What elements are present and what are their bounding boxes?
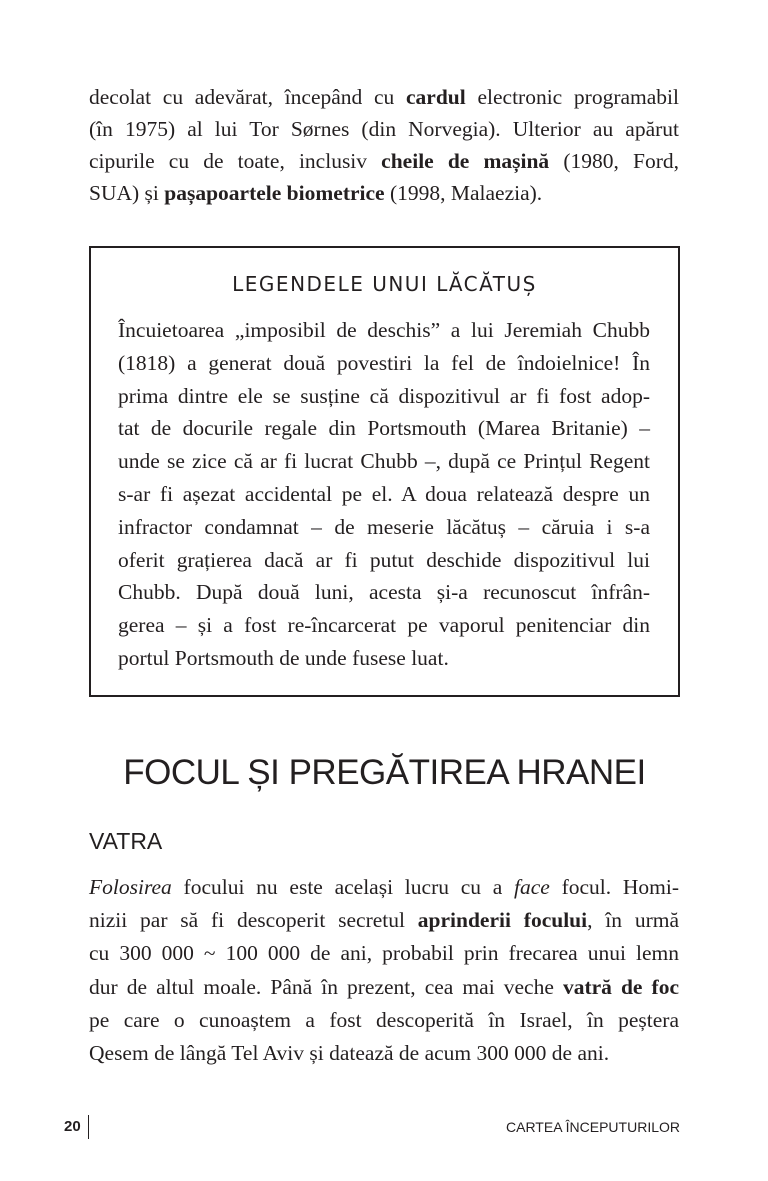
text-run: focul. Homi- xyxy=(549,875,679,899)
text-run: (1980, Ford, xyxy=(549,149,679,173)
text-line xyxy=(89,904,679,936)
text-run: prima dintre ele se susține că dispozitivul ar fi fost adop- xyxy=(118,383,650,408)
text-run: (1818) a generat două povestiri la fel de îndoielnice! În xyxy=(118,350,650,375)
section-title: FOCUL ȘI PREGĂTIREA HRANEI xyxy=(123,753,646,792)
text-run: cipurile cu de toate, inclusiv xyxy=(89,149,382,173)
text-line xyxy=(118,544,650,576)
text-line xyxy=(118,609,650,641)
text-run: Chubb. După două luni, acesta și-a recunoscut înfrân- xyxy=(118,580,650,605)
italic-text: face xyxy=(514,875,550,899)
text-run: nizii par să fi descoperit secretul xyxy=(89,908,418,933)
text-line xyxy=(118,412,650,444)
text-line xyxy=(118,478,650,510)
text-line xyxy=(118,380,650,412)
text-line xyxy=(118,314,650,346)
text-run: pe care o cunoaștem a fost descoperită în Israel, în peștera xyxy=(89,1007,679,1032)
text-line xyxy=(89,1004,679,1036)
text-run: gerea – și a fost re-încarcerat pe vaporul penitenciar din xyxy=(118,613,650,638)
bold-text: aprinderii focului xyxy=(417,908,588,933)
text-line xyxy=(89,871,679,903)
bold-text: vatră de foc xyxy=(562,974,679,999)
text-run: s-ar fi așezat accidental pe el. A doua relatează despre un xyxy=(118,482,650,506)
text-run: unde se zice că ar fi lucrat Chubb –, după ce Prințul Regent xyxy=(118,449,650,474)
text-run: tat de docurile regale din Portsmouth (Marea Britanie) – xyxy=(118,416,650,441)
page-number: 20 xyxy=(64,1118,81,1135)
text-line xyxy=(89,81,679,113)
text-run: , în urmă xyxy=(587,908,679,933)
text-run: (1998, Malaezia). xyxy=(384,181,543,205)
text-line xyxy=(118,511,650,543)
bold-text: cheile de mașină xyxy=(381,149,550,173)
text-line xyxy=(89,1037,679,1069)
text-run: Qesem de lângă Tel Aviv și datează de acum 300 000 de ani. xyxy=(89,1041,610,1065)
bold-text: pașapoartele biometrice xyxy=(164,181,385,205)
bold-text: cardul xyxy=(406,85,466,109)
text-line xyxy=(118,642,650,674)
subsection-title: VATRA xyxy=(89,828,163,854)
text-line xyxy=(89,937,679,969)
text-run: oferit grațierea dacă ar fi putut deschide dispozitivul lui xyxy=(118,547,650,572)
italic-text: Folosirea xyxy=(89,875,172,899)
text-line xyxy=(118,347,650,379)
text-run: SUA) și xyxy=(89,181,165,205)
text-run: electronic programabil xyxy=(465,85,679,109)
box-title: LEGENDELE UNUI LĂCĂTUȘ xyxy=(232,272,537,296)
text-run: focului nu este același lucru cu a xyxy=(171,875,515,899)
running-title: CARTEA ÎNCEPUTURILOR xyxy=(506,1119,680,1135)
text-run: infractor condamnat – de meserie lăcătuș – căruia i s-a xyxy=(118,514,650,539)
text-line xyxy=(89,971,679,1003)
text-run: (în 1975) al lui Tor Sørnes (din Norvegia). Ulterior au apărut xyxy=(89,117,679,141)
text-line xyxy=(118,576,650,608)
footer-divider xyxy=(88,1115,89,1139)
text-run: dur de altul moale. Până în prezent, cea mai veche xyxy=(89,974,563,999)
text-run: cu 300 000 ~ 100 000 de ani, probabil prin frecarea unui lemn xyxy=(89,941,679,966)
text-line xyxy=(89,145,679,177)
text-run: portul Portsmouth de unde fusese luat. xyxy=(118,646,449,670)
text-line xyxy=(118,445,650,477)
text-run: decolat cu adevărat, începând cu xyxy=(89,85,407,109)
text-line xyxy=(89,177,679,209)
text-line xyxy=(89,113,679,145)
text-run: Încuietoarea „imposibil de deschis” a lui Jeremiah Chubb xyxy=(118,318,650,342)
